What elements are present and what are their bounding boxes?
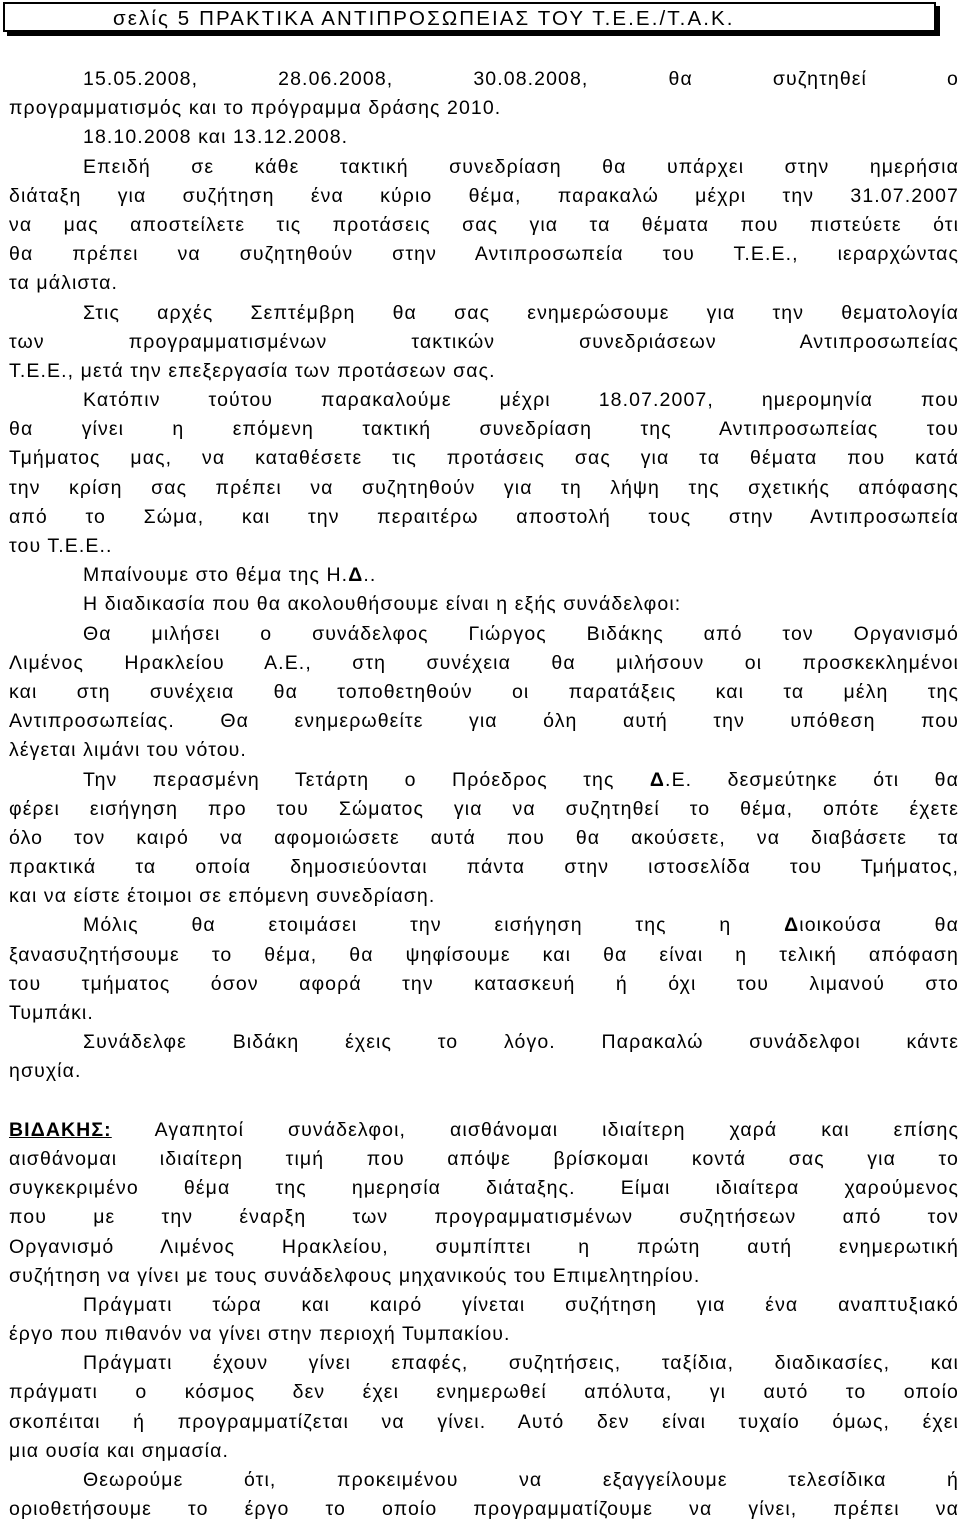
text-line: οριοθετήσουμε το έργο το οποίο προγραμματίζουμε να γίνει, πρέπει να xyxy=(9,1498,959,1521)
text-line: από το Σώμα, και την περαιτέρω αποστολή τους στην Αντιπροσωπεία xyxy=(9,505,959,528)
text-line: και να είστε έτοιμοι σε επόμενη συνεδρίαση. xyxy=(9,885,436,908)
text-line: Τ.Ε.Ε., μετά την επεξεργασία των προτάσεων σας. xyxy=(9,359,496,382)
text-line: Επειδή σε κάθε τακτική συνεδρίαση θα υπάρχει στην ημερήσια xyxy=(83,155,959,178)
text-line: έργο που πιθανόν να γίνει στην περιοχή Τυμπακίου. xyxy=(9,1323,511,1346)
text-span: .Ε. δεσμεύτηκε ότι θα xyxy=(665,768,959,791)
text-line: Κατόπιν τούτου παρακαλούμε μέχρι 18.07.2007, ημερομηνία που xyxy=(83,389,959,412)
text-line: Η διαδικασία που θα ακολουθήσουμε είναι η εξής συνάδελφοι: xyxy=(83,593,682,616)
text-span: Μόλις θα ετοιμάσει την εισήγηση της η xyxy=(83,914,785,937)
text-line: τα μάλιστα. xyxy=(9,272,118,295)
text-line: Συνάδελφε Βιδάκη έχεις το λόγο. Παρακαλώ συνάδελφοι κάντε xyxy=(83,1031,959,1054)
text-line: συγκεκριμένο θέμα της ημερησία διάταξης. Είμαι ιδιαίτερα χαρούμενος xyxy=(9,1177,959,1200)
text-line: σκοπέιται ή προγραμματίζεται να γίνει. Αυτό δεν είναι τυχαίο όμως, έχει xyxy=(9,1410,959,1433)
text-line: λέγεται λιμάνι του νότου. xyxy=(9,739,247,762)
text-line: αισθάνομαι ιδιαίτερη τιμή που απόψε βρίσκομαι κοντά σας για το xyxy=(9,1147,959,1170)
paragraph-gap xyxy=(9,1087,959,1116)
text-line: θα γίνει η επόμενη τακτική συνεδρίαση της Αντιπροσωπείας του xyxy=(9,418,959,441)
text-span: .. xyxy=(363,564,377,587)
text-line: διάταξη για συζήτηση ένα κύριο θέμα, παρακαλώ μέχρι την 31.07.2007 xyxy=(9,184,959,207)
page-header-title: σελίς 5 ΠΡΑΚΤΙΚΑ ΑΝΤΙΠΡΟΣΩΠΕΙΑΣ ΤΟΥ Τ.Ε.Ε./Τ.Α.Κ. xyxy=(113,7,735,30)
text-span: Δ xyxy=(649,768,666,791)
text-line: Τυμπάκι. xyxy=(9,1002,94,1024)
text-line: μια ουσία και σημασία. xyxy=(9,1439,230,1462)
text-line: θα πρέπει να συζητηθούν στην Αντιπροσωπεία του Τ.Ε.Ε., ιεραρχώντας xyxy=(9,243,959,266)
text-span: Αγαπητοί συνάδελφοι, αισθάνομαι ιδιαίτερη χαρά και επίσης xyxy=(111,1118,959,1141)
text-line: Οργανισμό Λιμένος Ηρακλείου, συμπίπτει η πρώτη αυτή ενημερωτική xyxy=(9,1235,959,1258)
document-body xyxy=(9,65,959,1524)
text-line: Πράγματι έχουν γίνει επαφές, συζητήσεις, ταξίδια, διαδικασίες, και xyxy=(83,1352,959,1375)
text-line xyxy=(9,766,959,795)
text-line: να μας αποστείλετε τις προτάσεις σας για τα θέματα που πιστεύετε ότι xyxy=(9,213,959,236)
text-line: που με την έναρξη των προγραμματισμένων συζητήσεων από τον xyxy=(9,1206,959,1229)
speaker-name: ΒΙΔΑΚΗΣ: xyxy=(9,1118,112,1141)
text-span: Την περασμένη Τετάρτη ο Πρόεδρος της xyxy=(83,768,650,791)
text-line: 15.05.2008, 28.06.2008, 30.08.2008, θα συζητηθεί ο xyxy=(83,68,959,90)
text-line: ησυχία. xyxy=(9,1060,82,1083)
text-line: πρακτικά τα οποία δημοσιεύονται πάντα στην ιστοσελίδα του Τμήματος, xyxy=(9,856,959,879)
text-line: 18.10.2008 και 13.12.2008. xyxy=(83,126,349,149)
text-line: Θεωρούμε ότι, προκειμένου να εξαγγείλουμε τελεσίδικα ή xyxy=(83,1469,959,1491)
text-line: συζήτηση να γίνει με τους συνάδελφους μηχανικούς του Επιμελητηρίου. xyxy=(9,1264,701,1287)
text-line: Πράγματι τώρα και καιρό γίνεται συζήτηση για ένα αναπτυξιακό xyxy=(83,1293,959,1316)
text-line xyxy=(9,561,959,590)
text-line: Στις αρχές Σεπτέμβρη θα σας ενημερώσουμε για την θεματολογία xyxy=(83,301,959,324)
text-span: Δ xyxy=(348,564,364,587)
text-line: Λιμένος Ηρακλείου Α.Ε., στη συνέχεια θα μιλήσουν οι προσκεκλημένοι xyxy=(9,651,959,674)
text-line: των προγραμματισμένων τακτικών συνεδριάσεων Αντιπροσωπείας xyxy=(9,330,959,353)
text-line: του τμήματος όσον αφορά την κατασκευή ή όχι του λιμανού στο xyxy=(9,972,959,995)
text-line: Τμήματος μας, να καταθέσετε τις προτάσεις σας για τα θέματα που κατά xyxy=(9,447,959,470)
text-span: Μπαίνουμε στο θέμα της Η. xyxy=(83,564,349,587)
text-line: πράγματι ο κόσμος δεν έχει ενημερωθεί απόλυτα, γι αυτό το οποίο xyxy=(9,1381,959,1404)
text-line: όλο τον καιρό να αφομοιώσετε αυτά που θα ακούσετε, να διαβάσετε τα xyxy=(9,826,959,849)
text-line: και στη συνέχεια θα τοποθετηθούν οι παρατάξεις και τα μέλη της xyxy=(9,680,959,703)
page-header-box xyxy=(3,2,936,32)
text-line xyxy=(9,1116,959,1145)
text-span: Δ xyxy=(784,914,800,937)
text-line: του Τ.Ε.Ε.. xyxy=(9,535,113,557)
text-line: την κρίση σας πρέπει να συζητηθούν για τη λήψη της σχετικής απόφασης xyxy=(9,476,959,499)
text-line: προγραμματισμός και το πρόγραμμα δράσης 2010. xyxy=(9,97,502,120)
text-line xyxy=(9,911,959,940)
text-line: ξανασυζητήσουμε το θέμα, θα ψηφίσουμε και θα είναι η τελική απόφαση xyxy=(9,943,959,966)
text-span: ιοικούσα θα xyxy=(799,914,959,937)
text-line: φέρει εισήγηση προ του Σώματος για να συζητηθεί το θέμα, οπότε έχετε xyxy=(9,797,959,820)
text-line: Θα μιλήσει ο συνάδελφος Γιώργος Βιδάκης από τον Οργανισμό xyxy=(83,622,959,645)
text-line: Αντιπροσωπείας. Θα ενημερωθείτε για όλη αυτή την υπόθεση που xyxy=(9,710,959,733)
